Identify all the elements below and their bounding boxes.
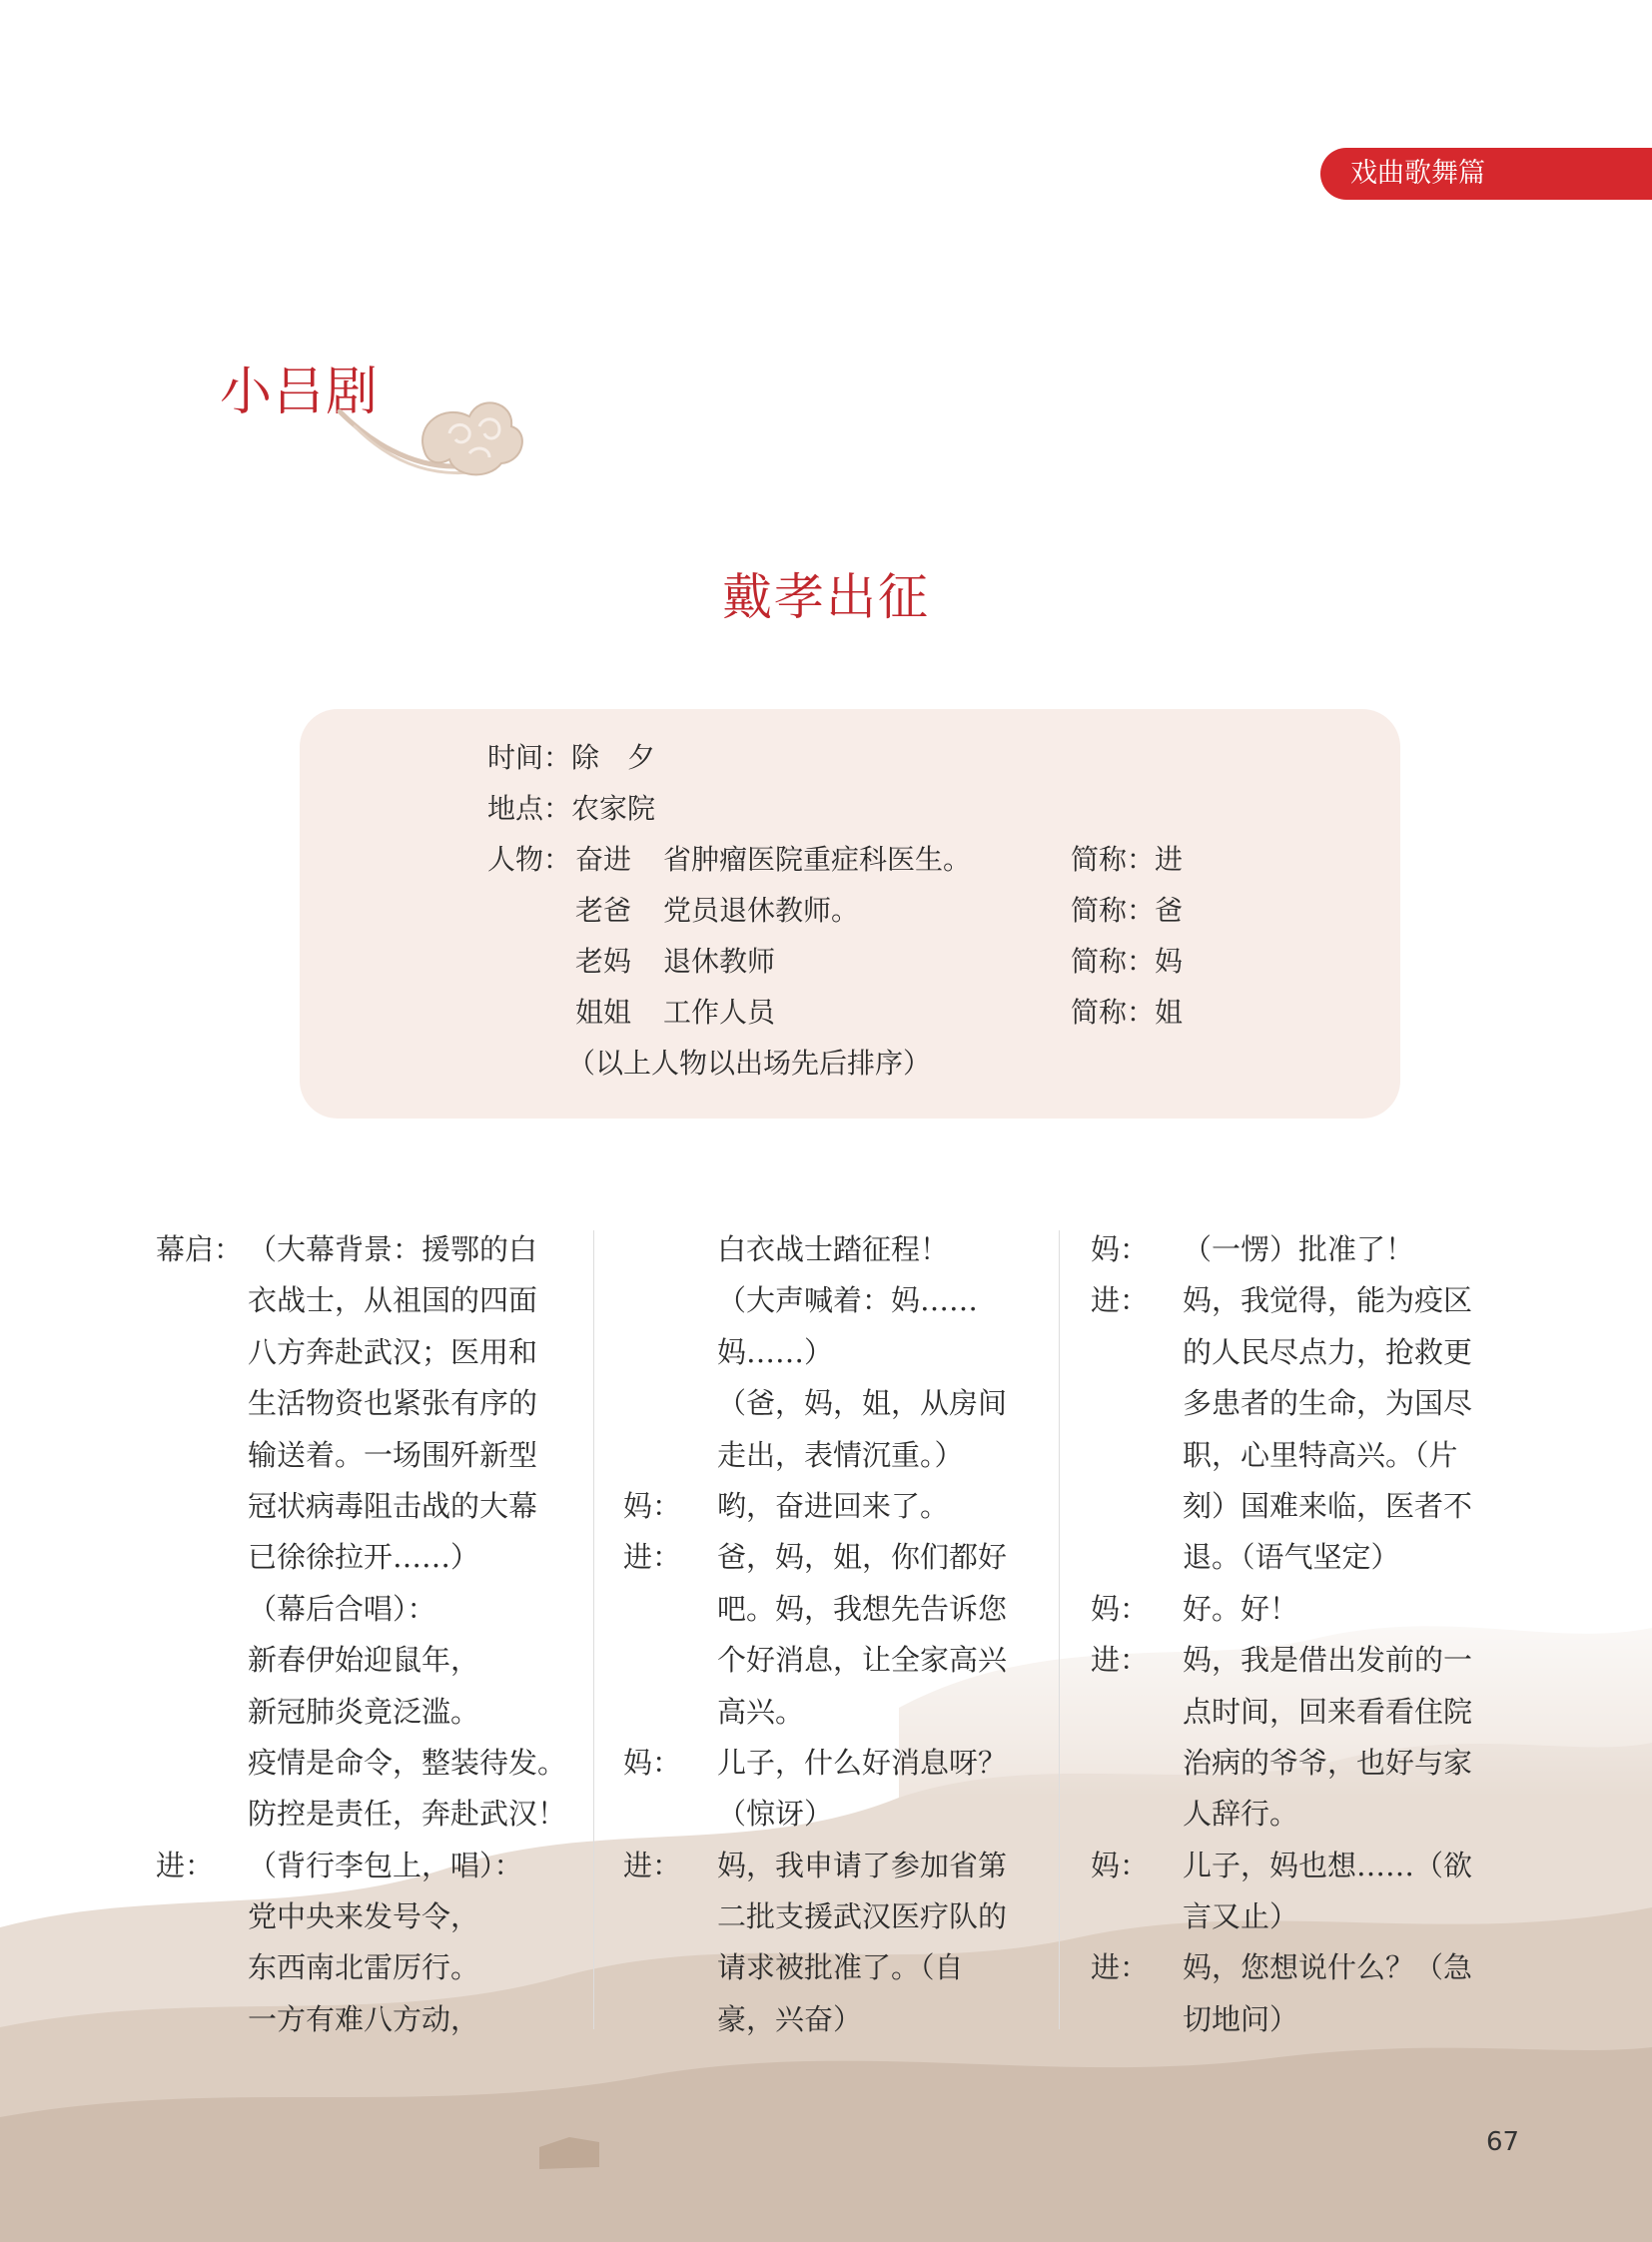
- dialogue-text: 党中央来发号令，: [248, 1899, 480, 1934]
- dialogue-line: [623, 1584, 1043, 1635]
- dialogue-line: [156, 1275, 575, 1326]
- dialogue-text: 言又止）: [1183, 1899, 1299, 1934]
- dialogue-line: [1091, 1584, 1510, 1635]
- dialogue-line: [1091, 1841, 1510, 1891]
- dialogue-line: [623, 1378, 1043, 1429]
- dialogue-text: 刻）国难来临，医者不: [1183, 1488, 1473, 1523]
- dialogue-line: [156, 1738, 575, 1789]
- dialogue-text: （爸，妈，姐，从房间: [717, 1386, 1008, 1421]
- dialogue-line: [156, 1942, 575, 1993]
- dialogue-text: （大声喊着：妈……: [717, 1283, 979, 1318]
- speaker-label: 妈：: [1091, 1232, 1150, 1266]
- speaker-label: 进：: [1091, 1643, 1150, 1678]
- dialogue-text: 新春伊始迎鼠年，: [248, 1643, 480, 1678]
- dialogue-text: 新冠肺炎竟泛滥。: [248, 1694, 480, 1729]
- dialogue-text: 豪，兴奋）: [717, 2001, 863, 2036]
- dialogue-line: [156, 1891, 575, 1942]
- genre-label: 小吕剧: [220, 363, 380, 422]
- speaker-label: 妈：: [623, 1745, 682, 1780]
- dialogue-text: 妈，您想说什么？（急: [1183, 1950, 1473, 1985]
- dialogue-line: [623, 1532, 1043, 1583]
- dialogue-line: [623, 1327, 1043, 1378]
- dialogue-line: [156, 1224, 575, 1275]
- dialogue-text: （背行李包上，唱）：: [248, 1848, 523, 1882]
- character-abbr: 简称：进: [1071, 843, 1184, 876]
- dialogue-text: 生活物资也紧张有序的: [248, 1386, 538, 1421]
- dialogue-text: 二批支援武汉医疗队的: [717, 1899, 1008, 1934]
- dialogue-line: [156, 1687, 575, 1738]
- dialogue-text: 防控是责任，奔赴武汉！: [248, 1797, 567, 1832]
- play-title: 戴孝出征: [722, 568, 930, 626]
- dialogue-text: 请求被批准了。（自: [717, 1950, 964, 1985]
- speaker-label: 进：: [1091, 1283, 1150, 1318]
- character-name: 老妈: [575, 945, 632, 978]
- place-row: [487, 783, 655, 834]
- dialogue-text: 妈……）: [717, 1334, 834, 1369]
- dialogue-line: [1091, 1994, 1510, 2045]
- character-name: 姐姐: [575, 996, 632, 1029]
- dialogue-text: （大幕背景：援鄂的白: [248, 1232, 538, 1266]
- time-label: 时间：: [487, 741, 572, 774]
- dialogue-line: [623, 1687, 1043, 1738]
- dialogue-text: （一愣）批准了！: [1183, 1232, 1415, 1266]
- dialogue-line: [623, 1481, 1043, 1532]
- dialogue-text: 人辞行。: [1183, 1797, 1299, 1832]
- order-note: （以上人物以出场先后排序）: [567, 1047, 932, 1080]
- dialogue-line: [156, 1635, 575, 1686]
- dialogue-line: [1091, 1327, 1510, 1378]
- character-desc: 省肿瘤医院重症科医生。: [663, 843, 972, 876]
- auspicious-cloud-icon: [330, 372, 529, 491]
- column-divider: [1059, 1230, 1060, 2029]
- dialogue-line: [156, 1994, 575, 2045]
- character-abbr: 简称：妈: [1071, 945, 1184, 978]
- speaker-label: 进：: [623, 1540, 682, 1575]
- dialogue-text: 妈，我申请了参加省第: [717, 1848, 1008, 1882]
- dialogue-line: [1091, 1430, 1510, 1481]
- character-desc: 工作人员: [663, 996, 776, 1029]
- dialogue-text: 白衣战士踏征程！: [717, 1232, 950, 1266]
- dialogue-text: 冠状病毒阻击战的大幕: [248, 1488, 538, 1523]
- dialogue-text: 切地问）: [1183, 2001, 1299, 2036]
- character-abbr: 简称：姐: [1071, 996, 1184, 1029]
- dialogue-line: [623, 1994, 1043, 2045]
- dialogue-line: [156, 1481, 575, 1532]
- dialogue-text: 治病的爷爷，也好与家: [1183, 1745, 1473, 1780]
- dialogue-line: [156, 1841, 575, 1891]
- speaker-label: 进：: [623, 1848, 682, 1882]
- dialogue-text: 儿子，什么好消息呀？: [717, 1745, 1008, 1780]
- character-desc: 退休教师: [663, 945, 776, 978]
- dialogue-text: 好。好！: [1183, 1591, 1299, 1626]
- dialogue-text: 走出，表情沉重。）: [717, 1437, 964, 1472]
- script-column: [156, 1224, 575, 2045]
- dialogue-text: （惊讶）: [717, 1797, 834, 1832]
- dialogue-text: 八方奔赴武汉；医用和: [248, 1334, 538, 1369]
- character-desc: 党员退休教师。: [663, 894, 860, 927]
- dialogue-line: [1091, 1891, 1510, 1942]
- page-number: 67: [1486, 2127, 1520, 2157]
- dialogue-line: [623, 1891, 1043, 1942]
- dialogue-line: [1091, 1942, 1510, 1993]
- dialogue-text: （幕后合唱）：: [248, 1591, 436, 1626]
- dialogue-text: 儿子，妈也想……（欲: [1183, 1848, 1473, 1882]
- dialogue-line: [1091, 1789, 1510, 1840]
- time-value: 除 夕: [571, 741, 656, 774]
- script-column: [623, 1224, 1043, 2045]
- time-row: [487, 732, 655, 783]
- dialogue-line: [623, 1635, 1043, 1686]
- dialogue-text: 高兴。: [717, 1694, 805, 1729]
- dialogue-line: [623, 1224, 1043, 1275]
- dialogue-line: [623, 1942, 1043, 1993]
- dialogue-text: 退。（语气坚定）: [1183, 1540, 1400, 1575]
- dialogue-line: [1091, 1275, 1510, 1326]
- dialogue-line: [1091, 1635, 1510, 1686]
- dialogue-line: [1091, 1378, 1510, 1429]
- character-name: 奋进: [575, 843, 632, 876]
- dialogue-text: 妈，我觉得，能为疫区: [1183, 1283, 1473, 1318]
- dialogue-line: [1091, 1532, 1510, 1583]
- dialogue-line: [156, 1430, 575, 1481]
- speaker-label: 幕启：: [156, 1232, 244, 1266]
- speaker-label: 进：: [156, 1848, 215, 1882]
- dialogue-text: 衣战士，从祖国的四面: [248, 1283, 538, 1318]
- speaker-label: 妈：: [1091, 1848, 1150, 1882]
- character-name: 老爸: [575, 894, 632, 927]
- dialogue-text: 职，心里特高兴。（片: [1183, 1437, 1458, 1472]
- dialogue-line: [623, 1275, 1043, 1326]
- dialogue-line: [1091, 1481, 1510, 1532]
- script-column: [1091, 1224, 1510, 2045]
- dialogue-text: 多患者的生命，为国尽: [1183, 1386, 1473, 1421]
- dialogue-line: [1091, 1224, 1510, 1275]
- dialogue-text: 输送着。一场围歼新型: [248, 1437, 538, 1472]
- dialogue-line: [156, 1789, 575, 1840]
- place-label: 地点：: [487, 792, 572, 825]
- dialogue-text: 点时间，回来看看住院: [1183, 1694, 1473, 1729]
- people-label: 人物：: [487, 843, 572, 876]
- column-divider: [593, 1230, 594, 2029]
- dialogue-line: [623, 1841, 1043, 1891]
- dialogue-text: 东西南北雷厉行。: [248, 1950, 480, 1985]
- dialogue-text: 的人民尽点力，抢救更: [1183, 1334, 1473, 1369]
- dialogue-text: 吧。妈，我想先告诉您: [717, 1591, 1008, 1626]
- dialogue-line: [156, 1532, 575, 1583]
- speaker-label: 进：: [1091, 1950, 1150, 1985]
- speaker-label: 妈：: [623, 1488, 682, 1523]
- dialogue-text: 已徐徐拉开……）: [248, 1540, 480, 1575]
- dialogue-text: 个好消息，让全家高兴: [717, 1643, 1008, 1678]
- dialogue-line: [623, 1430, 1043, 1481]
- character-abbr: 简称：爸: [1071, 894, 1184, 927]
- dialogue-line: [1091, 1687, 1510, 1738]
- dialogue-text: 疫情是命令，整装待发。: [248, 1745, 567, 1780]
- dialogue-text: 妈，我是借出发前的一: [1183, 1643, 1473, 1678]
- speaker-label: 妈：: [1091, 1591, 1150, 1626]
- dialogue-line: [623, 1789, 1043, 1840]
- dialogue-line: [156, 1378, 575, 1429]
- dialogue-text: 哟，奋进回来了。: [717, 1488, 950, 1523]
- dialogue-text: 爸，妈，姐，你们都好: [717, 1540, 1008, 1575]
- place-value: 农家院: [571, 792, 656, 825]
- dialogue-text: 一方有难八方动，: [248, 2001, 480, 2036]
- dialogue-line: [623, 1738, 1043, 1789]
- dialogue-line: [1091, 1738, 1510, 1789]
- dialogue-line: [156, 1327, 575, 1378]
- dialogue-line: [156, 1584, 575, 1635]
- section-tag: 戏曲歌舞篇: [1320, 148, 1652, 200]
